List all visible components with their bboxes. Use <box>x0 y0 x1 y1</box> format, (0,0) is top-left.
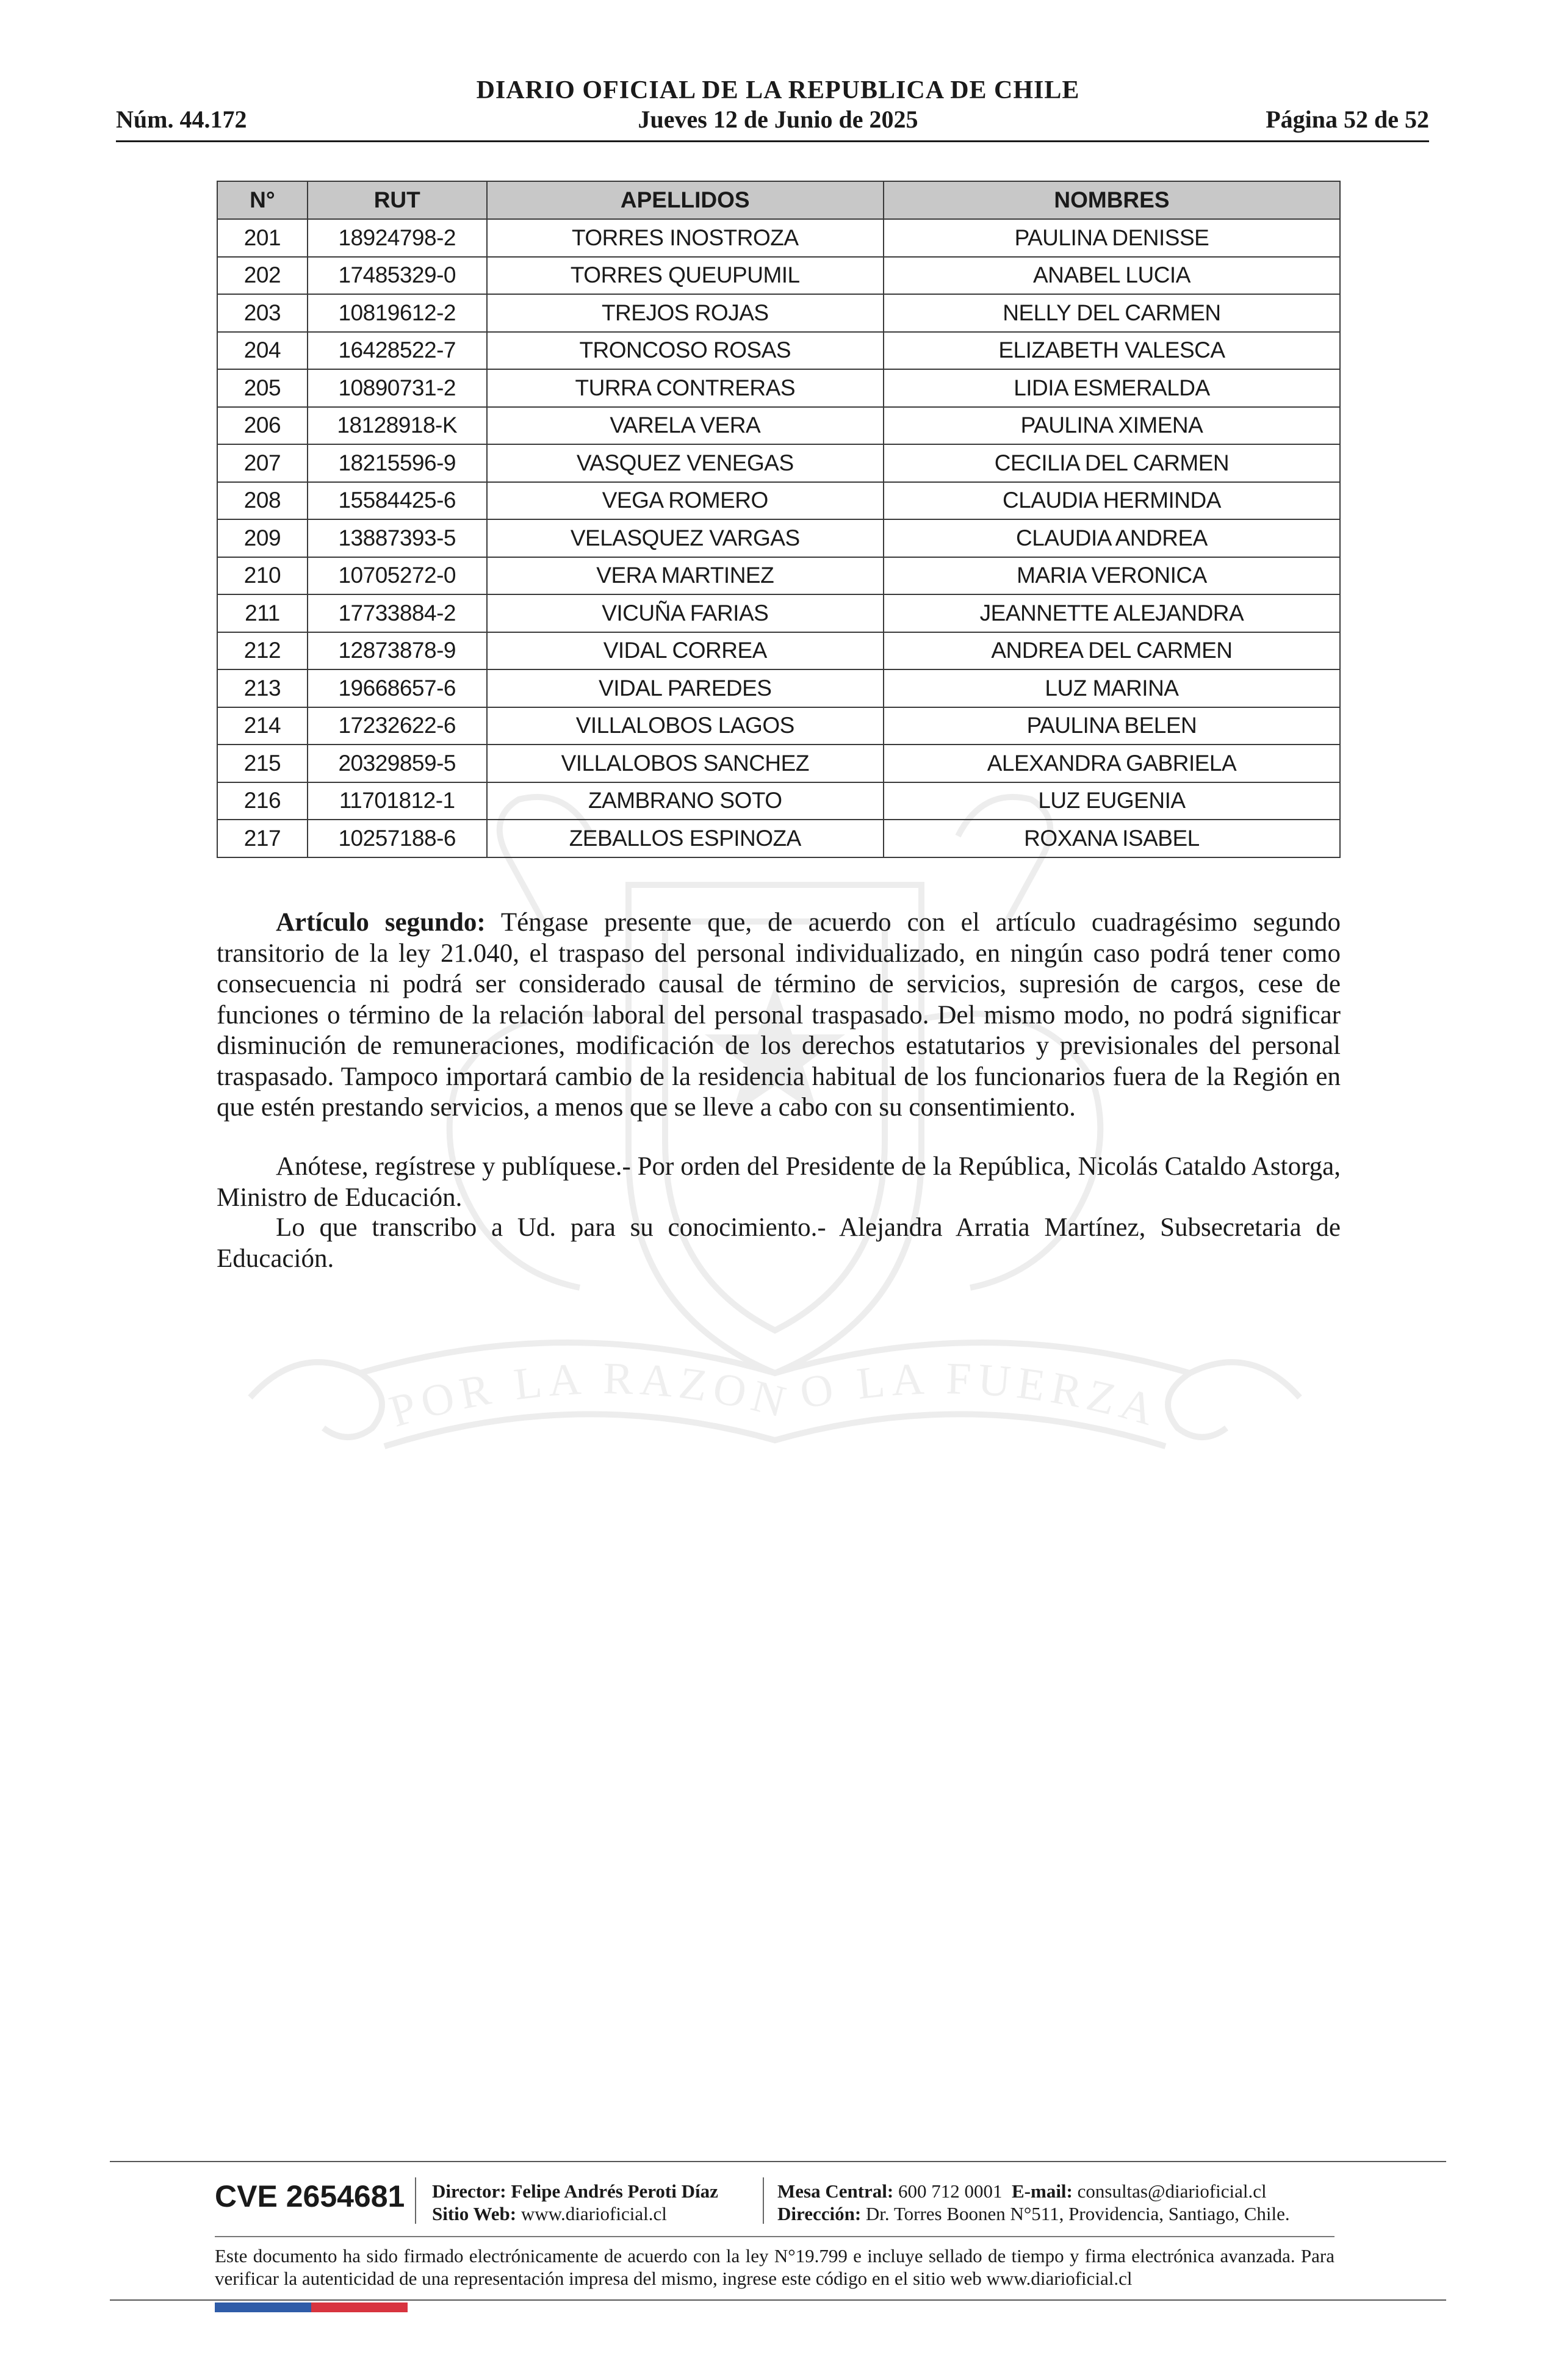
website-label: Sitio Web: <box>432 2203 517 2224</box>
column-header-number: N° <box>217 181 308 219</box>
footer-separator <box>763 2177 764 2224</box>
rut-cell: 10257188-6 <box>308 820 487 857</box>
row-number: 207 <box>217 444 308 482</box>
names-cell: NELLY DEL CARMEN <box>884 294 1340 332</box>
table-row <box>217 407 1340 445</box>
rut-cell: 18128918-K <box>308 407 487 445</box>
director-name: Felipe Andrés Peroti Díaz <box>511 2180 718 2202</box>
footer-divider-top <box>110 2161 1446 2162</box>
rut-cell: 11701812-1 <box>308 782 487 820</box>
names-cell: ANABEL LUCIA <box>884 257 1340 295</box>
table-row <box>217 332 1340 370</box>
footer-separator <box>415 2177 416 2224</box>
column-header-surnames: APELLIDOS <box>487 181 884 219</box>
names-cell: ROXANA ISABEL <box>884 820 1340 857</box>
rut-cell: 17733884-2 <box>308 594 487 632</box>
names-cell: ALEXANDRA GABRIELA <box>884 745 1340 782</box>
row-number: 205 <box>217 369 308 407</box>
closing-text: Anótese, regístrese y publíquese.- Por orden del Presidente de la República, Nicolás Cataldo Astorga, Ministro de Educación. <box>217 1152 1341 1212</box>
table-row <box>217 745 1340 782</box>
phone-number: 600 712 0001 <box>898 2180 1003 2202</box>
rut-cell: 17232622-6 <box>308 707 487 745</box>
table-row <box>217 557 1340 595</box>
rut-cell: 18215596-9 <box>308 444 487 482</box>
names-cell: PAULINA XIMENA <box>884 407 1340 445</box>
row-number: 213 <box>217 669 308 707</box>
rut-cell: 12873878-9 <box>308 632 487 670</box>
table-row <box>217 294 1340 332</box>
surnames-cell: VILLALOBOS SANCHEZ <box>487 745 884 782</box>
page-number: Página 52 de 52 <box>1266 106 1429 133</box>
row-number: 202 <box>217 257 308 295</box>
table-row <box>217 444 1340 482</box>
website-link[interactable]: www.diarioficial.cl <box>520 2203 667 2224</box>
address-label: Dirección: <box>777 2203 862 2224</box>
row-number: 215 <box>217 745 308 782</box>
names-cell: CECILIA DEL CARMEN <box>884 444 1340 482</box>
names-cell: LUZ MARINA <box>884 669 1340 707</box>
cve-code: CVE 2654681 <box>215 2179 405 2213</box>
transcription-paragraph <box>217 1213 1341 1274</box>
row-number: 201 <box>217 219 308 257</box>
surnames-cell: VIDAL PAREDES <box>487 669 884 707</box>
article-text: Téngase presente que, de acuerdo con el artículo cuadragésimo segundo transitorio de la ley 21.040, el traspaso del personal individualizado, en ningún caso podrá tener como consecuencia ni podrá ser considerado causal de término de servicios, supresión de cargos, cese de funciones o término de la relación laboral del personal traspasado. Del mismo modo, no podrá significar disminución de remuneraciones, modificación de los derechos estatutarios y previsionales del personal traspasado. Tampoco importará cambio de la residencia habitual de los funcionarios fuera de la Región en que estén prestando servicios, a menos que se lleve a cabo con su consentimiento. <box>217 908 1341 1122</box>
surnames-cell: VICUÑA FARIAS <box>487 594 884 632</box>
rut-cell: 16428522-7 <box>308 332 487 370</box>
row-number: 214 <box>217 707 308 745</box>
surnames-cell: VASQUEZ VENEGAS <box>487 444 884 482</box>
table-row <box>217 669 1340 707</box>
table-row <box>217 519 1340 557</box>
row-number: 211 <box>217 594 308 632</box>
names-cell: LUZ EUGENIA <box>884 782 1340 820</box>
address-text: Dr. Torres Boonen N°511, Providencia, Santiago, Chile. <box>865 2203 1290 2224</box>
names-cell: LIDIA ESMERALDA <box>884 369 1340 407</box>
flag-stripe-blue <box>215 2302 311 2312</box>
director-label: Director: <box>432 2180 506 2202</box>
transcription-text: Lo que transcribo a Ud. para su conocimiento.- Alejandra Arratia Martínez, Subsecretaria de Educación. <box>217 1213 1341 1273</box>
row-number: 209 <box>217 519 308 557</box>
personnel-table <box>217 181 1341 858</box>
rut-cell: 17485329-0 <box>308 257 487 295</box>
surnames-cell: ZEBALLOS ESPINOZA <box>487 820 884 857</box>
table-row <box>217 482 1340 520</box>
article-heading: Artículo segundo: <box>276 908 486 937</box>
table-row <box>217 782 1340 820</box>
names-cell: ANDREA DEL CARMEN <box>884 632 1340 670</box>
row-number: 206 <box>217 407 308 445</box>
footer-divider-bottom <box>110 2299 1446 2301</box>
column-header-rut: RUT <box>308 181 487 219</box>
rut-cell: 13887393-5 <box>308 519 487 557</box>
table-row <box>217 820 1340 857</box>
table-header-row <box>217 181 1340 219</box>
rut-cell: 10705272-0 <box>308 557 487 595</box>
footer-divider-middle <box>215 2236 1334 2237</box>
email-link[interactable]: consultas@diarioficial.cl <box>1077 2180 1267 2202</box>
table-body <box>217 219 1340 857</box>
header-divider <box>116 140 1429 142</box>
closing-paragraph <box>217 1152 1341 1213</box>
rut-cell: 18924798-2 <box>308 219 487 257</box>
row-number: 210 <box>217 557 308 595</box>
table-row <box>217 594 1340 632</box>
issue-number: Núm. 44.172 <box>116 106 247 133</box>
row-number: 203 <box>217 294 308 332</box>
surnames-cell: ZAMBRANO SOTO <box>487 782 884 820</box>
rut-cell: 15584425-6 <box>308 482 487 520</box>
column-header-names: NOMBRES <box>884 181 1340 219</box>
names-cell: CLAUDIA ANDREA <box>884 519 1340 557</box>
table-row <box>217 369 1340 407</box>
row-number: 212 <box>217 632 308 670</box>
watermark-motto: POR LA RAZON O LA FUERZA <box>384 1354 1166 1437</box>
article-second-paragraph <box>217 907 1341 1123</box>
surnames-cell: VARELA VERA <box>487 407 884 445</box>
surnames-cell: TURRA CONTRERAS <box>487 369 884 407</box>
names-cell: CLAUDIA HERMINDA <box>884 482 1340 520</box>
row-number: 217 <box>217 820 308 857</box>
row-number: 204 <box>217 332 308 370</box>
names-cell: JEANNETTE ALEJANDRA <box>884 594 1340 632</box>
publication-date: Jueves 12 de Junio de 2025 <box>638 106 918 133</box>
names-cell: PAULINA BELEN <box>884 707 1340 745</box>
table-row <box>217 257 1340 295</box>
names-cell: ELIZABETH VALESCA <box>884 332 1340 370</box>
rut-cell: 19668657-6 <box>308 669 487 707</box>
surnames-cell: TORRES QUEUPUMIL <box>487 257 884 295</box>
rut-cell: 10819612-2 <box>308 294 487 332</box>
rut-cell: 20329859-5 <box>308 745 487 782</box>
surnames-cell: TREJOS ROJAS <box>487 294 884 332</box>
surnames-cell: TRONCOSO ROSAS <box>487 332 884 370</box>
legal-note: Este documento ha sido firmado electrónicamente de acuerdo con la ley N°19.799 e incluye sellado de tiempo y firma electrónica avanzada. Para verificar la autenticidad de una representación impresa del mismo, ingrese este código en el sitio web www.diarioficial.cl <box>215 2245 1334 2289</box>
surnames-cell: VERA MARTINEZ <box>487 557 884 595</box>
footer-contact-block <box>777 2180 1290 2225</box>
row-number: 216 <box>217 782 308 820</box>
phone-label: Mesa Central: <box>777 2180 894 2202</box>
surnames-cell: VIDAL CORREA <box>487 632 884 670</box>
table-row <box>217 219 1340 257</box>
surnames-cell: TORRES INOSTROZA <box>487 219 884 257</box>
row-number: 208 <box>217 482 308 520</box>
table-row <box>217 707 1340 745</box>
surnames-cell: VELASQUEZ VARGAS <box>487 519 884 557</box>
names-cell: PAULINA DENISSE <box>884 219 1340 257</box>
surnames-cell: VEGA ROMERO <box>487 482 884 520</box>
names-cell: MARIA VERONICA <box>884 557 1340 595</box>
surnames-cell: VILLALOBOS LAGOS <box>487 707 884 745</box>
table-row <box>217 632 1340 670</box>
email-label: E-mail: <box>1012 2180 1073 2202</box>
rut-cell: 10890731-2 <box>308 369 487 407</box>
publication-title: DIARIO OFICIAL DE LA REPUBLICA DE CHILE <box>476 76 1080 104</box>
flag-stripe-red <box>311 2302 408 2312</box>
footer-director-block <box>432 2180 718 2225</box>
